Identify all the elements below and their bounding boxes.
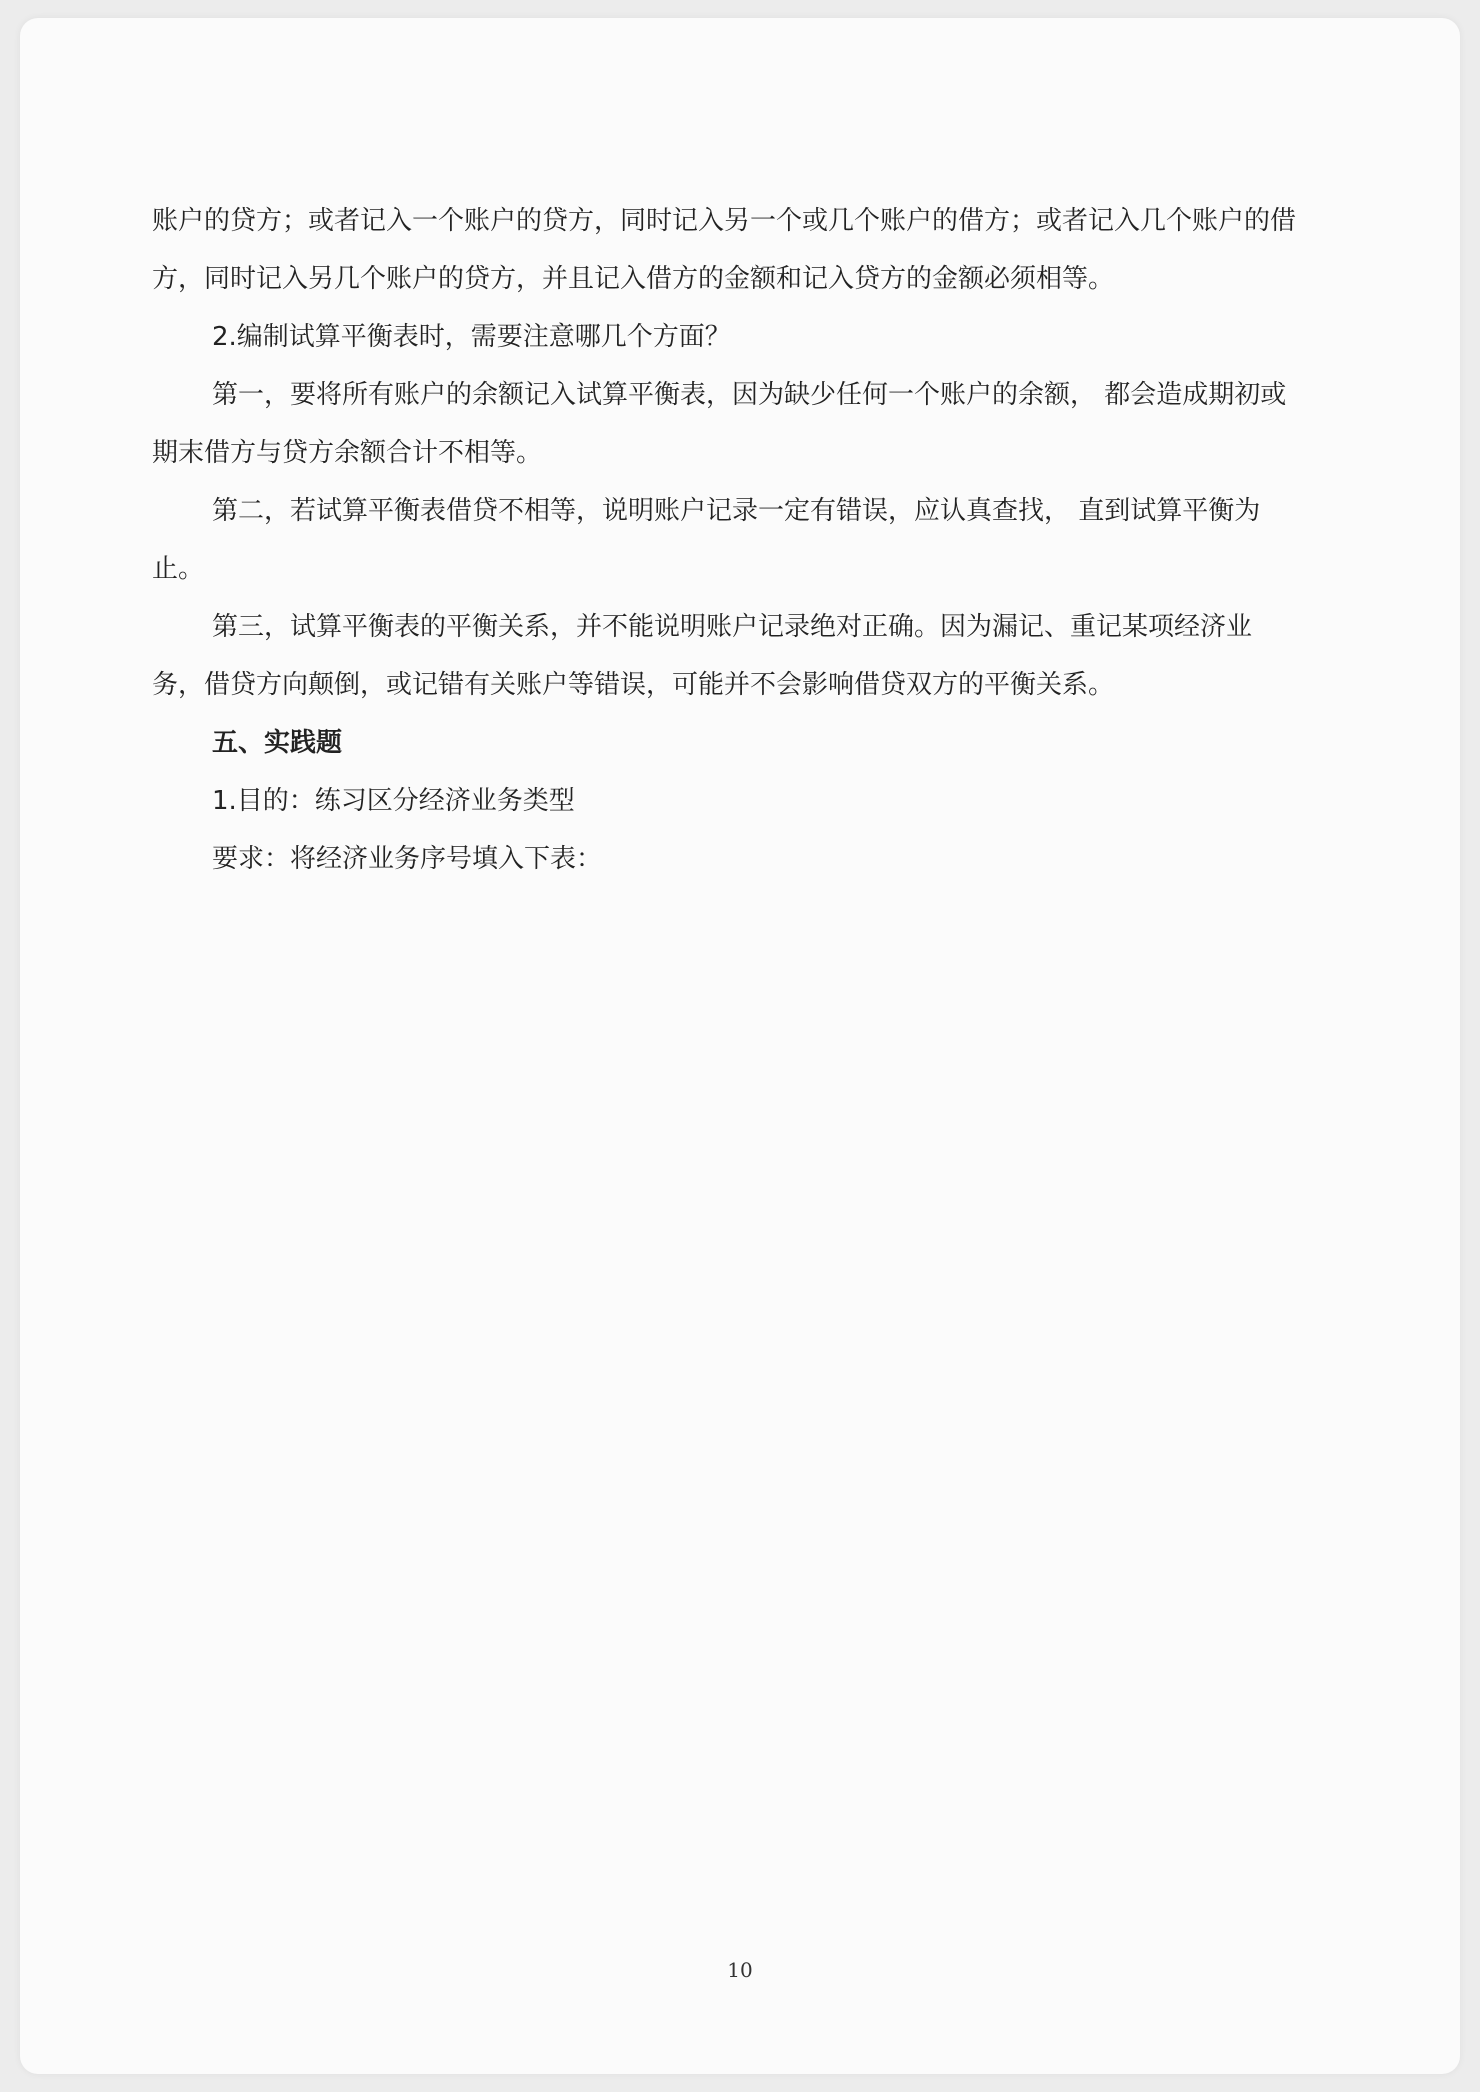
answer-point-2: 第二，若试算平衡表借贷不相等，说明账户记录一定有错误，应认真查找， 直到试算平衡为止。 xyxy=(152,496,1261,584)
body-text xyxy=(152,192,1302,888)
paragraph-continuation: 账户的贷方；或者记入一个账户的贷方，同时记入另一个或几个账户的借方；或者记入几个账户的借方，同时记入另几个账户的贷方，并且记入借方的金额和记入贷方的金额必须相等。 xyxy=(152,206,1297,294)
exercise-1-requirement: 要求：将经济业务序号填入下表： xyxy=(212,844,603,874)
section-heading-practice: 五、实践题 xyxy=(212,728,343,758)
question-2: 2.编制试算平衡表时，需要注意哪几个方面？ xyxy=(212,322,731,352)
document-page xyxy=(20,18,1460,2074)
exercise-1-goal: 1.目的：练习区分经济业务类型 xyxy=(212,786,575,816)
answer-point-3: 第三，试算平衡表的平衡关系，并不能说明账户记录绝对正确。因为漏记、重记某项经济业务，借贷方向颠倒，或记错有关账户等错误，可能并不会影响借贷双方的平衡关系。 xyxy=(152,612,1253,700)
answer-point-1: 第一，要将所有账户的余额记入试算平衡表，因为缺少任何一个账户的余额， 都会造成期初或期末借方与贷方余额合计不相等。 xyxy=(152,380,1287,468)
page-number: 10 xyxy=(727,1958,753,1982)
